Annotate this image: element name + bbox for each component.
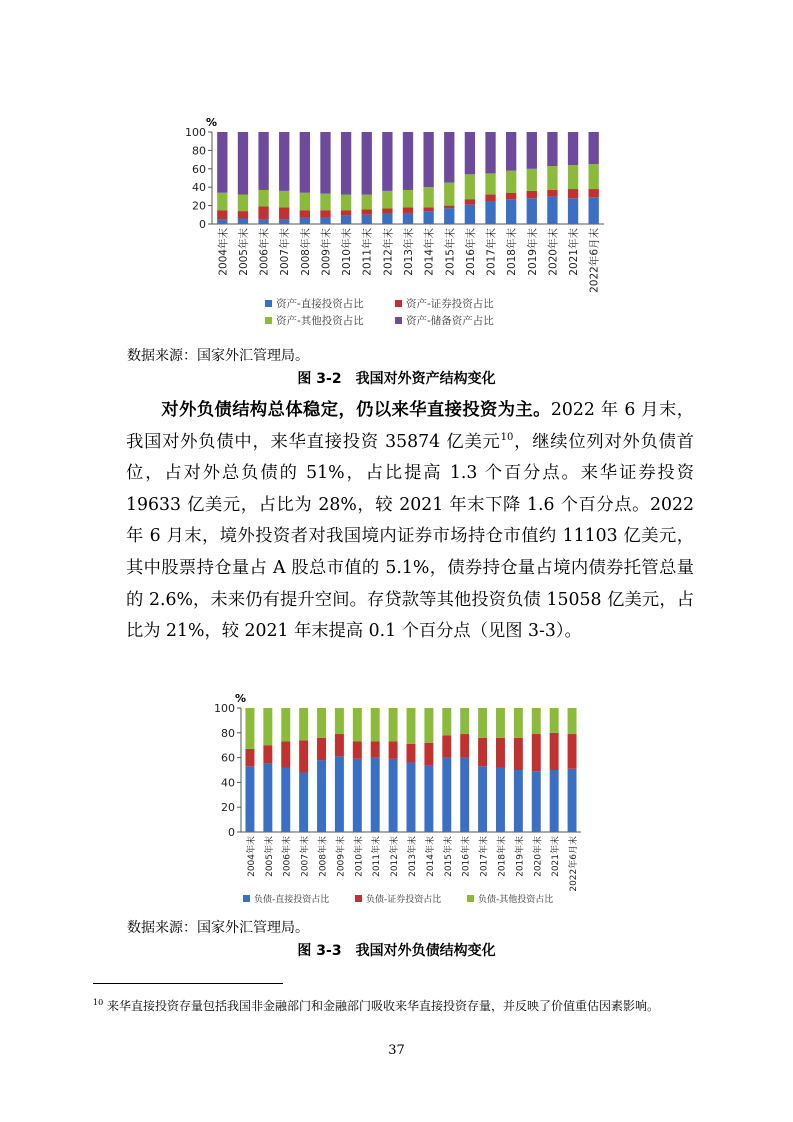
bar-segment (496, 738, 505, 768)
bar-segment (353, 759, 362, 832)
x-tick-label: 2017年末 (485, 228, 498, 276)
bar-segment (245, 766, 254, 832)
bar-segment (589, 197, 599, 224)
bar-segment (465, 132, 475, 174)
bar-segment (300, 132, 310, 193)
bar-segment (465, 205, 475, 224)
bar-segment (300, 210, 310, 217)
bar-segment (320, 210, 330, 217)
bar-segment (547, 132, 557, 166)
x-tick-label: 2015年末 (443, 836, 454, 877)
bar-segment (465, 199, 475, 205)
x-tick-label: 2008年末 (299, 228, 312, 276)
bar-segment (217, 219, 227, 224)
x-tick-label: 2019年末 (526, 228, 539, 276)
y-tick-label: 0 (199, 218, 206, 231)
asset-structure-chart-svg (150, 118, 610, 340)
liability-structure-chart-svg (213, 684, 593, 906)
bar-segment (444, 183, 454, 206)
footnote-rule (93, 983, 283, 984)
x-tick-label: 2010年末 (341, 228, 354, 276)
legend-label: 负债-直接投资占比 (254, 895, 330, 905)
bar-segment (568, 189, 578, 198)
bar-segment (258, 219, 268, 224)
bar-segment (568, 198, 578, 224)
x-tick-label: 2016年末 (464, 228, 477, 276)
bar-segment (424, 708, 433, 743)
bar-segment (279, 219, 289, 224)
footnote (93, 993, 698, 1016)
bar-segment (217, 193, 227, 210)
bar-segment (506, 171, 516, 193)
bar-segment (568, 132, 578, 165)
x-tick-label: 2005年末 (237, 228, 250, 276)
bar-segment (407, 763, 416, 832)
bar-segment (485, 201, 495, 224)
bar-segment (589, 189, 599, 197)
legend-swatch (395, 317, 402, 324)
bar-segment (403, 190, 413, 207)
bar-segment (532, 734, 541, 771)
x-tick-label: 2012年末 (390, 836, 401, 877)
bar-segment (496, 708, 505, 738)
x-tick-label: 2011年末 (361, 228, 374, 276)
bar-segment (424, 743, 433, 765)
bar-segment (281, 708, 290, 741)
bar-segment (460, 708, 469, 734)
y-tick-label: 40 (221, 776, 235, 790)
bar-segment (362, 195, 372, 210)
y-tick-label: 60 (221, 751, 235, 765)
bar-segment (485, 195, 495, 201)
bar-segment (279, 207, 289, 219)
bar-segment (382, 214, 392, 224)
x-tick-label: 2005年末 (264, 836, 275, 877)
paragraph-lead: 对外负债结构总体稳定，仍以来华直接投资为主。 (161, 400, 551, 420)
x-tick-label: 2009年末 (336, 836, 347, 877)
bar-segment (444, 206, 454, 209)
x-tick-label: 2016年末 (461, 836, 472, 877)
bar-segment (279, 132, 289, 191)
bar-segment (496, 768, 505, 832)
bar-segment (320, 218, 330, 224)
bar-segment (362, 215, 372, 224)
bar-segment (382, 208, 392, 214)
bar-segment (320, 132, 330, 194)
x-tick-label: 2020年末 (533, 836, 544, 877)
bar-segment (423, 187, 433, 207)
bar-segment (245, 749, 254, 766)
bar-segment (403, 213, 413, 224)
bar-segment (568, 165, 578, 189)
bar-segment (217, 210, 227, 219)
y-tick-label: 20 (221, 801, 235, 815)
bar-segment (442, 708, 451, 735)
y-unit-label: % (206, 118, 218, 129)
bar-segment (258, 190, 268, 207)
bar-segment (532, 771, 541, 832)
x-tick-label: 2007年末 (279, 228, 292, 276)
y-tick-label: 80 (192, 144, 206, 158)
bar-segment (341, 210, 351, 216)
bar-segment (300, 193, 310, 210)
y-tick-label: 20 (192, 199, 206, 213)
chart2-source: 数据来源：国家外汇管理局。 (127, 920, 309, 936)
x-tick-label: 2009年末 (320, 228, 333, 276)
bar-segment (465, 174, 475, 199)
bar-segment (317, 708, 326, 738)
bar-segment (238, 132, 248, 195)
x-tick-label: 2013年末 (403, 228, 415, 276)
asset-structure-chart (150, 118, 610, 340)
bar-segment (389, 708, 398, 741)
bar-segment (263, 745, 272, 764)
bar-segment (245, 708, 254, 749)
bar-segment (568, 769, 577, 832)
legend-swatch (355, 895, 362, 902)
bar-segment (550, 708, 559, 733)
bar-segment (335, 708, 344, 734)
liability-structure-chart (213, 684, 593, 906)
legend-swatch (265, 317, 272, 324)
bar-segment (335, 734, 344, 756)
y-tick-label: 100 (214, 702, 235, 715)
legend-label: 资产-储备资产占比 (406, 315, 494, 327)
bar-segment (444, 132, 454, 183)
x-tick-label: 2015年末 (444, 228, 457, 276)
bar-segment (335, 756, 344, 832)
x-tick-label: 2004年末 (217, 228, 230, 276)
bar-segment (478, 708, 487, 738)
bar-segment (442, 758, 451, 832)
bar-segment (423, 207, 433, 211)
bar-segment (353, 708, 362, 741)
x-tick-label: 2006年末 (258, 228, 271, 276)
bar-segment (320, 194, 330, 211)
x-tick-label: 2019年末 (515, 836, 526, 877)
bar-segment (300, 218, 310, 224)
bar-segment (506, 193, 516, 199)
chart2-caption: 图 3-3 我国对外负债结构变化 (297, 943, 496, 959)
bar-segment (299, 740, 308, 772)
bar-segment (341, 132, 351, 195)
legend-swatch (265, 300, 272, 307)
x-tick-label: 2014年末 (423, 228, 436, 276)
x-tick-label: 2018年末 (497, 836, 508, 877)
bar-segment (550, 770, 559, 832)
paragraph-text-1: 2022 年 6 月末，我国对外负债中，来华直接投资 35874 亿美元 (126, 400, 694, 452)
body-paragraph (126, 395, 694, 648)
chart1-caption: 图 3-2 我国对外资产结构变化 (297, 371, 496, 387)
bar-segment (424, 765, 433, 832)
bar-segment (547, 196, 557, 224)
legend-swatch (395, 300, 402, 307)
bar-segment (341, 216, 351, 224)
bar-segment (532, 708, 541, 734)
bar-segment (371, 708, 380, 741)
legend-label: 资产-证券投资占比 (406, 298, 494, 310)
y-tick-label: 80 (221, 726, 235, 740)
bar-segment (238, 211, 248, 218)
bar-segment (382, 132, 392, 191)
bar-segment (444, 208, 454, 224)
x-tick-label: 2022年6月末 (588, 228, 601, 293)
bar-segment (589, 164, 599, 189)
bar-segment (389, 741, 398, 758)
footnote-text: 来华直接投资存量包括我国非金融部门和金融部门吸收来华直接投资存量，并反映了价值重估因素影响。 (107, 999, 660, 1013)
legend-label: 资产-直接投资占比 (276, 298, 364, 310)
legend-label: 资产-其他投资占比 (276, 315, 364, 327)
bar-segment (568, 734, 577, 769)
bar-segment (550, 733, 559, 770)
bar-segment (407, 708, 416, 744)
bar-segment (547, 166, 557, 190)
bar-segment (281, 741, 290, 767)
x-tick-label: 2021年末 (551, 836, 562, 877)
x-tick-label: 2006年末 (282, 836, 293, 877)
bar-segment (514, 770, 523, 832)
bar-segment (238, 218, 248, 224)
bar-segment (547, 190, 557, 196)
bar-segment (506, 132, 516, 171)
bar-segment (514, 708, 523, 738)
paragraph-text-2: ，继续位列对外负债首位，占对外总负债的 51%，占比提高 1.3 个百分点。来华证券投资 19633 亿美元，占比为 28%，较 2021 年末下降 1.6 个百分点。2022 年 6 月末，境外投资者对我国境内证券市场持仓市值约 11103 亿美元，其中股票持仓量占 A 股总市值的 5.1%，债券持仓量占境内债券托管总量的 2.6%，未来仍有提升空间。存贷款等其他投资负债 15058 亿美元，占比为 21%，较 2021 年末提高 0.1 个百分点（见图 3-3）。 (126, 431, 694, 642)
bar-segment (382, 191, 392, 208)
bar-segment (317, 760, 326, 832)
x-tick-label: 2020年末 (547, 228, 560, 276)
y-tick-label: 100 (185, 126, 206, 139)
bar-segment (506, 199, 516, 224)
bar-segment (263, 764, 272, 832)
bar-segment (407, 744, 416, 763)
bar-segment (527, 198, 537, 224)
bar-segment (485, 173, 495, 194)
y-unit-label: % (235, 692, 247, 705)
bar-segment (460, 758, 469, 832)
bar-segment (460, 734, 469, 758)
bar-segment (217, 132, 227, 193)
legend-swatch (243, 895, 250, 902)
bar-segment (258, 207, 268, 220)
bar-segment (389, 759, 398, 832)
bar-segment (478, 766, 487, 832)
bar-segment (478, 738, 487, 767)
x-tick-label: 2021年末 (568, 228, 581, 276)
chart1-source: 数据来源：国家外汇管理局。 (127, 348, 309, 364)
bar-segment (317, 738, 326, 760)
bar-segment (485, 132, 495, 173)
x-tick-label: 2011年末 (372, 836, 383, 877)
bar-segment (299, 772, 308, 832)
bar-segment (258, 132, 268, 190)
bar-segment (568, 708, 577, 734)
x-tick-label: 2018年末 (506, 228, 519, 276)
y-tick-label: 0 (228, 826, 235, 839)
bar-segment (279, 191, 289, 208)
bar-segment (442, 735, 451, 757)
x-tick-label: 2007年末 (300, 836, 311, 877)
legend-label: 负债-其他投资占比 (478, 895, 554, 905)
x-tick-label: 2013年末 (408, 836, 418, 877)
x-tick-label: 2008年末 (318, 836, 329, 877)
x-tick-label: 2012年末 (382, 228, 395, 276)
bar-segment (589, 132, 599, 164)
bar-segment (353, 741, 362, 758)
bar-segment (281, 768, 290, 832)
page-number: 37 (388, 1043, 405, 1058)
bar-segment (527, 132, 537, 169)
bar-segment (403, 132, 413, 190)
x-tick-label: 2017年末 (479, 836, 490, 877)
y-tick-label: 40 (192, 181, 206, 195)
x-tick-label: 2004年末 (246, 836, 257, 877)
bar-segment (341, 195, 351, 211)
x-tick-label: 2010年末 (354, 836, 365, 877)
y-tick-label: 60 (192, 162, 206, 176)
bar-segment (263, 708, 272, 745)
x-tick-label: 2022年6月末 (569, 836, 580, 892)
footnote-number: 10 (93, 998, 104, 1007)
x-tick-label: 2014年末 (425, 836, 436, 877)
legend-swatch (467, 895, 474, 902)
bar-segment (299, 708, 308, 740)
bar-segment (527, 191, 537, 198)
bar-segment (371, 741, 380, 757)
footnote-ref[interactable]: 10 (500, 431, 514, 443)
bar-segment (423, 132, 433, 187)
bar-segment (362, 209, 372, 215)
bar-segment (238, 195, 248, 212)
bar-segment (362, 132, 372, 195)
bar-segment (527, 169, 537, 191)
legend-label: 负债-证券投资占比 (366, 895, 442, 905)
bar-segment (371, 758, 380, 832)
bar-segment (423, 211, 433, 224)
bar-segment (514, 738, 523, 770)
bar-segment (403, 207, 413, 213)
